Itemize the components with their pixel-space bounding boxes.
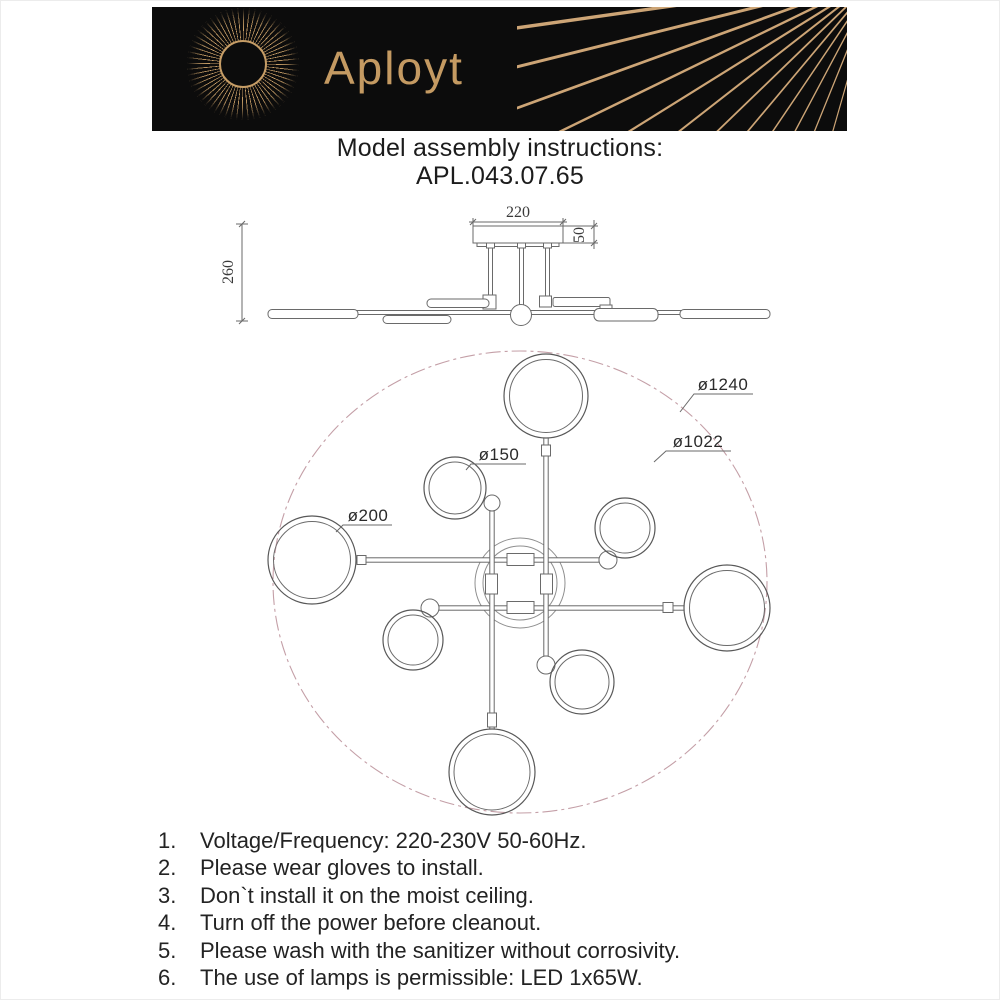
arm-horizontal-lower <box>439 606 684 610</box>
arm-vertical-left <box>490 511 494 729</box>
ring-top <box>504 354 588 438</box>
ring-upper-right <box>595 498 655 558</box>
callout-1240 <box>680 375 753 412</box>
item-number: 6. <box>158 965 177 991</box>
item-text: Please wear gloves to install. <box>200 855 484 881</box>
dim-50-label: 50 <box>571 227 588 243</box>
ball-joint <box>484 495 500 511</box>
item-number: 1. <box>158 828 177 853</box>
ring-lower-right <box>550 650 614 714</box>
side-ball-joint <box>511 305 532 326</box>
side-view-drawing <box>220 204 770 326</box>
ring-150 <box>424 457 486 519</box>
brand-wordmark: Aployt <box>324 42 464 94</box>
arm-vertical-right <box>544 438 548 656</box>
dim-260-label: 260 <box>220 260 237 284</box>
item-number: 5. <box>158 937 177 963</box>
label-outer-diameter: ø1240 <box>697 375 749 394</box>
callout-1022 <box>654 432 731 462</box>
side-bar-left-inner <box>427 299 489 308</box>
instruction-item-5 <box>158 937 878 964</box>
item-text: Voltage/Frequency: 220-230V 50-60Hz. <box>200 828 587 853</box>
dim-260 <box>220 221 248 324</box>
top-view-drawing <box>268 351 770 815</box>
label-small-ring: ø150 <box>478 445 520 464</box>
side-bar-right-mid <box>594 309 658 322</box>
instruction-list <box>158 827 878 991</box>
instruction-item-3 <box>158 882 878 909</box>
dim-220-label: 220 <box>506 204 530 221</box>
instruction-item-1 <box>158 827 878 854</box>
item-text: The use of lamps is permissible: LED 1x65W. <box>200 965 643 991</box>
ring-lower-left <box>383 610 443 670</box>
canopy-side <box>473 226 563 243</box>
item-text: Please wash with the sanitizer without corrosivity. <box>200 937 681 963</box>
item-text: Don`t install it on the moist ceiling. <box>200 882 534 908</box>
arm-horizontal-upper <box>356 558 599 562</box>
ball-joint <box>421 599 439 617</box>
ring-200-left <box>268 516 356 604</box>
side-bar-left-mid <box>383 316 451 324</box>
callout-200 <box>336 506 392 532</box>
side-bar-right-outer <box>680 310 770 319</box>
label-large-ring: ø200 <box>347 506 389 525</box>
callout-150 <box>466 445 526 470</box>
model-number: APL.043.07.65 <box>415 162 585 190</box>
instruction-item-6 <box>158 964 878 991</box>
item-number: 3. <box>158 882 177 908</box>
side-bar-left-outer <box>268 310 358 319</box>
item-number: 2. <box>158 855 177 881</box>
instruction-item-2 <box>158 854 878 881</box>
label-inner-diameter: ø1022 <box>672 432 724 451</box>
dim-50 <box>563 220 598 249</box>
ball-joint <box>599 551 617 569</box>
ring-bottom <box>449 729 535 815</box>
item-text: Turn off the power before cleanout. <box>200 910 542 936</box>
item-number: 4. <box>158 910 177 936</box>
ring-far-right <box>684 565 770 651</box>
instruction-item-4 <box>158 909 878 936</box>
page-title: Model assembly instructions: <box>336 134 664 162</box>
